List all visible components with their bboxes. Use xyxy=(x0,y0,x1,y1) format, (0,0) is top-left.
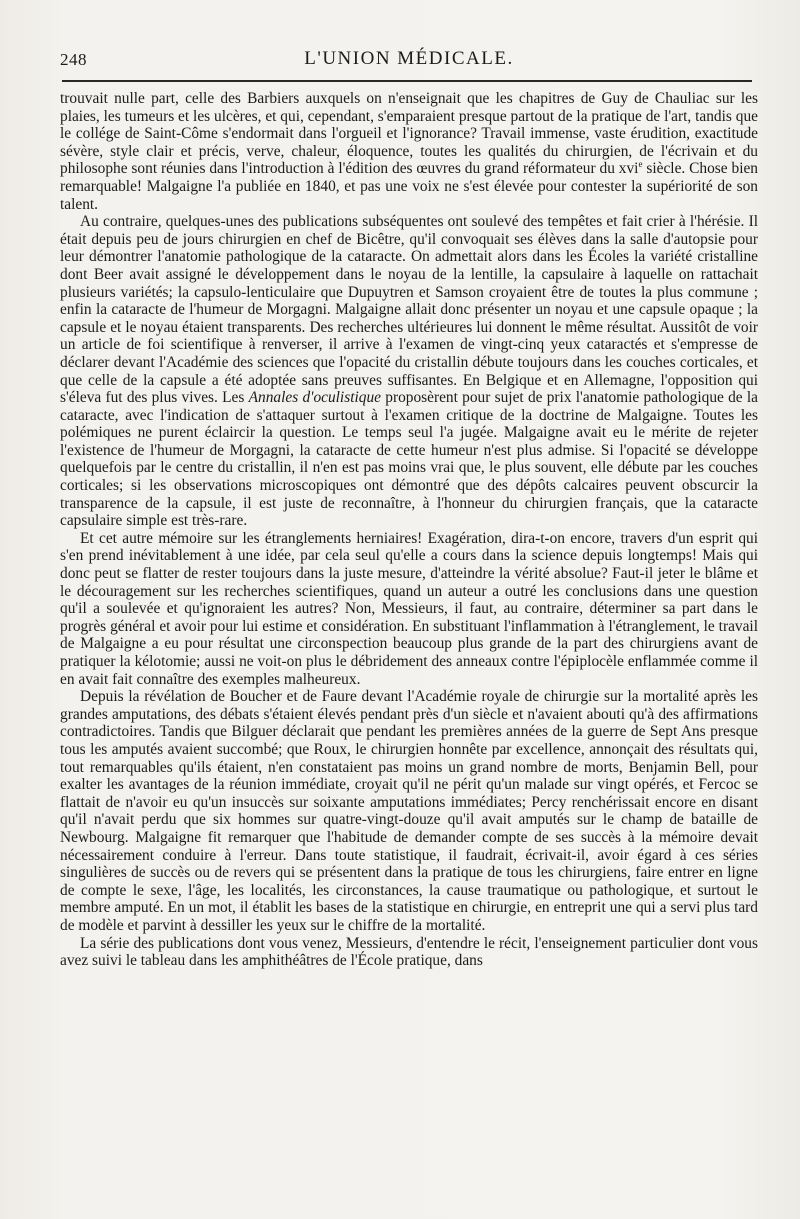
century-superscript: e xyxy=(638,159,643,170)
page-number: 248 xyxy=(60,50,87,69)
paragraph-5: La série des publications dont vous venez, Messieurs, d'entendre le récit, l'enseignement particulier dont vous avez suivi le tableau dans les amphithéâtres de l'École pratique, dans xyxy=(60,934,758,970)
paragraph-2-text-b: proposèrent pour sujet de prix l'anatomie pathologique de la cataracte, avec l'indication de s'attaquer surtout à l'examen critique de la doctrine de Malgaigne. Toutes les polémiques ne purent éclaircir la question. Le temps seul l'a jugée. Malgaigne avait eu le mérite de rejeter l'existence de l'humeur de Morgagni, la cataracte de cette humeur n'est plus admise. Si l'opacité se développe quelquefois par le centre du cristallin, il n'en est pas moins vrai que, le plus souvent, elle débute par les couches corticales; si les observations microscopiques ont démontré que des dépôts calcaires peuvent obscurcir la transparence de la capsule, il est juste de reconnaître, à l'honneur du chirurgien français, que la cataracte capsulaire simple est très-rare. xyxy=(60,389,759,530)
paragraph-1 xyxy=(60,90,758,213)
journal-citation: Annales d'oculistique xyxy=(248,389,381,407)
paragraph-3: Et cet autre mémoire sur les étranglements herniaires! Exagération, dira-t-on encore, travers d'un esprit qui s'en prend inévitablement à une idée, par cela seul qu'elle a cours dans la science depuis longtemps! Mais qui donc peut se flatter de rester toujours dans la juste mesure, d'atteindre la vérité absolue? Faut-il jeter le blâme et le découragement sur les recherches scientifiques, quand un auteur a outré les conclusions dans une question qu'il a soulevée et qu'ignoraient les autres? Non, Messieurs, il faut, au contraire, déterminer sa part dans le progrès général et avoir pour lui estime et considération. En substituant l'inflammation à l'étranglement, le travail de Malgaigne a eu pour résultat une circonspection beaucoup plus grande de la part des chirurgiens avant de pratiquer la kélotomie; aussi ne voit-on plus le débridement des anneaux contre l'épiplocèle enflammée comme il en avait fait connaître des exemples malheureux. xyxy=(60,529,758,688)
paragraph-2 xyxy=(60,213,758,530)
paragraph-2-text-a: Au contraire, quelques-unes des publications subséquentes ont soulevé des tempêtes et fait crier à l'hérésie. Il était depuis peu de jours chirurgien en chef de Bicêtre, qu'il convoquait ses élèves dans la salle d'autopsie pour leur démontrer l'anatomie pathologique de la cataracte. On admettait alors dans les Écoles la variété cristalline dont Beer avait assigné le développement dans le noyau de la lentille, la capsulaire à laquelle on rattachait plusieurs variétés; la capsulo-lenticulaire que Dupuytren et Samson croyaient être de toutes la plus commune ; enfin la cataracte de l'humeur de Morgagni. Malgaigne allait donc présenter un noyau et une capsule opaque ; la capsule et le noyau étaient transparents. Des recherches ultérieures lui donnent le même résultat. Aussitôt de voir un article de foi scientifique à renverser, il arrive à l'examen de vingt-cinq yeux cataractés et s'empresse de déclarer devant l'Académie des sciences que l'opacité du cristallin débute toujours dans les couches corticales, et que celle de la capsule a été adoptée sans preuves suffisantes. En Belgique et en Allemagne, l'opposition qui s'éleva fut des plus vives. Les xyxy=(60,213,758,407)
running-header xyxy=(60,0,758,90)
paragraph-1-text-b: siècle. Chose bien remarquable! Malgaigne l'a publiée en 1840, et pas une voix ne s'est élevée pour contester la supériorité de son talent. xyxy=(60,160,759,213)
header-rule xyxy=(62,80,752,82)
paragraph-1-text-a: trouvait nulle part, celle des Barbiers auxquels on n'enseignait que les chapitres de Guy de Chauliac sur les plaies, les tumeurs et les ulcères, et qui, cependant, s'emparaient presque partout de la pratique de l'art, tandis que le collége de Saint-Côme s'endormait dans l'orgueil et l'ignorance? Travail immense, vaste érudition, exactitude sévère, style clair et précis, verve, chaleur, éloquence, toutes les qualités du chirurgien, de l'écrivain et du philosophe sont réunies dans l'introduction à l'édition des œuvres du grand réformateur du xvi xyxy=(60,90,758,178)
paragraph-4: Depuis la révélation de Boucher et de Faure devant l'Académie royale de chirurgie sur la mortalité après les grandes amputations, des débats s'étaient élevés pendant près d'un siècle et n'avaient abouti qu'à des affirmations contradictoires. Tandis que Bilguer déclarait que pendant les premières années de la guerre de Sept Ans presque tous les amputés avaient succombé; que Roux, le chirurgien honnête par excellence, annonçait des résultats qui, tout remarquables qu'ils étaient, n'en constataient pas moins un grand nombre de morts, Benjamin Bell, pour exalter les avantages de la réunion immédiate, croyait qu'il ne périt qu'un malade sur vingt opérés, et Fercoc se flattait de n'avoir eu qu'un insuccès sur soixante amputations immédiates; Percy renchérissait encore en disant qu'il n'avait perdu que six hommes sur quatre-vingt-douze qu'il avait amputés sur le champ de bataille de Newbourg. Malgaigne fit remarquer que l'habitude de demander compte de ses succès à la mémoire devait nécessairement conduire à l'erreur. Dans toute statistique, il faudrait, écrivait-il, avoir égard à ces séries singulières de succès ou de revers qui se présentent dans la pratique de tous les chirurgiens, faire entrer en ligne de compte le sexe, l'âge, les localités, les circonstances, la cause traumatique ou pathologique, et surtout le membre amputé. En un mot, il établit les bases de la statistique en chirurgie, en entreprit une qui a servi plus tard de modèle et parvint à dessiller les yeux sur le chiffre de la mortalité. xyxy=(60,688,758,934)
journal-title: L'UNION MÉDICALE. xyxy=(304,48,514,69)
article-body xyxy=(60,90,758,970)
